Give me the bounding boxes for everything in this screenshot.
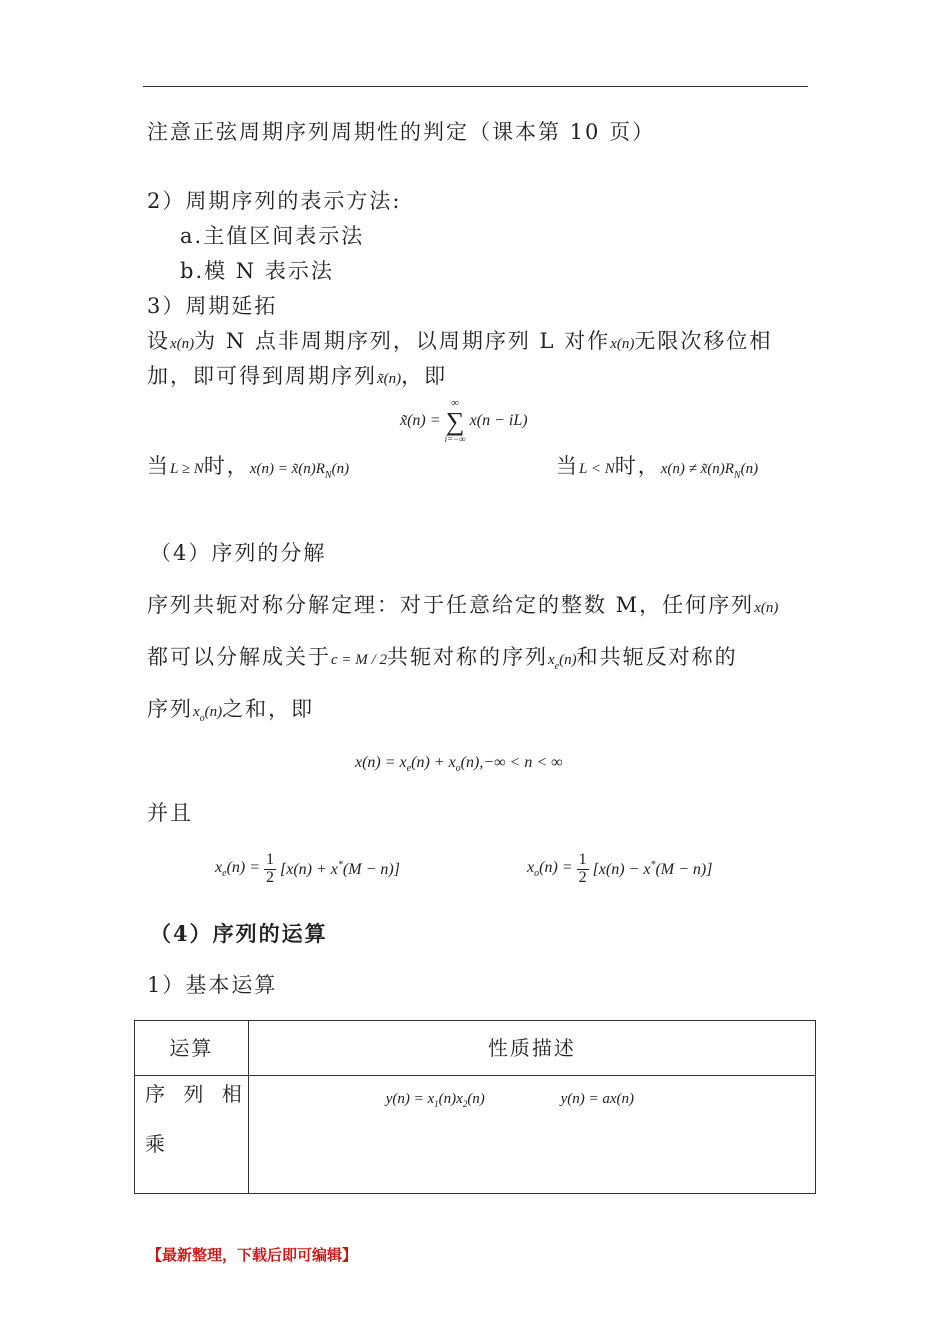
- section-5-title: （4）序列的运算: [150, 921, 328, 946]
- operations-table: [134, 1020, 816, 1194]
- row-description-cell: [248, 1076, 815, 1194]
- conjugate-symmetric-equation: $x_e(n)$ = $\frac{1}{2}$ [x(n) + x*(M − n)]: [215, 851, 400, 886]
- periodic-extension-equation: x̃(n) = ∞ ∑ i=−∞ x(n − iL): [400, 397, 528, 444]
- multiply-equation: $y(n) = x_1(n)x_2(n)$: [385, 1091, 485, 1109]
- decomposition-paragraph-line3: 序列$x_o(n)$之和，即: [147, 697, 315, 725]
- section-2-item-b: b.模 N 表示法: [180, 259, 334, 283]
- footer-note: 【最新整理，下载后即可编辑】: [147, 1246, 358, 1264]
- fraction-one-half: $\frac{1}{2}$: [266, 851, 275, 886]
- section-2-title: 2）周期序列的表示方法:: [147, 189, 402, 213]
- summation-symbol: ∞ ∑ i=−∞: [444, 397, 466, 444]
- conjugate-antisymmetric-equation: $x_o(n)$ = $\frac{1}{2}$ [x(n) − x*(M − n)]: [527, 851, 713, 886]
- note-line: 注意正弦周期序列周期性的判定（课本第 10 页）: [147, 120, 656, 144]
- section-2-item-a: a.主值区间表示法: [180, 224, 365, 248]
- condition-l-ge-n: 当L ≥ N时，$x(n) = x̃(n)R_N(n)$: [147, 454, 350, 482]
- and-label: 并且: [147, 801, 193, 825]
- section-3-paragraph-line1: 设x(n)为 N 点非周期序列，以周期序列 L 对作x(n)无限次移位相: [147, 329, 773, 353]
- row-operation-cell: 序 列 相 乘: [135, 1076, 249, 1194]
- section-4-title: （4）序列的分解: [150, 541, 327, 565]
- basic-operations-title: 1）基本运算: [147, 973, 278, 997]
- scale-equation: y(n) = ax(n): [560, 1091, 634, 1107]
- header-rule: [143, 86, 808, 87]
- table-header-row: [135, 1021, 816, 1076]
- table-row: [135, 1076, 816, 1194]
- decomposition-paragraph-line1: 序列共轭对称分解定理：对于任意给定的整数 M，任何序列x(n): [147, 593, 779, 617]
- section-3-title: 3）周期延拓: [147, 294, 278, 318]
- header-description: 性质描述: [248, 1021, 815, 1076]
- header-operation: 运算: [135, 1021, 249, 1076]
- condition-l-lt-n: 当L < N时，$x(n) \ne x̃(n)R_N(n)$: [556, 454, 759, 482]
- fraction-one-half: $\frac{1}{2}$: [578, 851, 587, 886]
- decomposition-paragraph-line2: 都可以分解成关于c = M / 2共轭对称的序列$x_e(n)$和共轭反对称的: [147, 645, 738, 673]
- section-3-paragraph-line2: 加，即可得到周期序列x̃(n)，即: [147, 364, 448, 388]
- decomposition-equation: $x(n) = x_e(n) + x_o(n),-\infty < n$ < ∞: [355, 754, 563, 775]
